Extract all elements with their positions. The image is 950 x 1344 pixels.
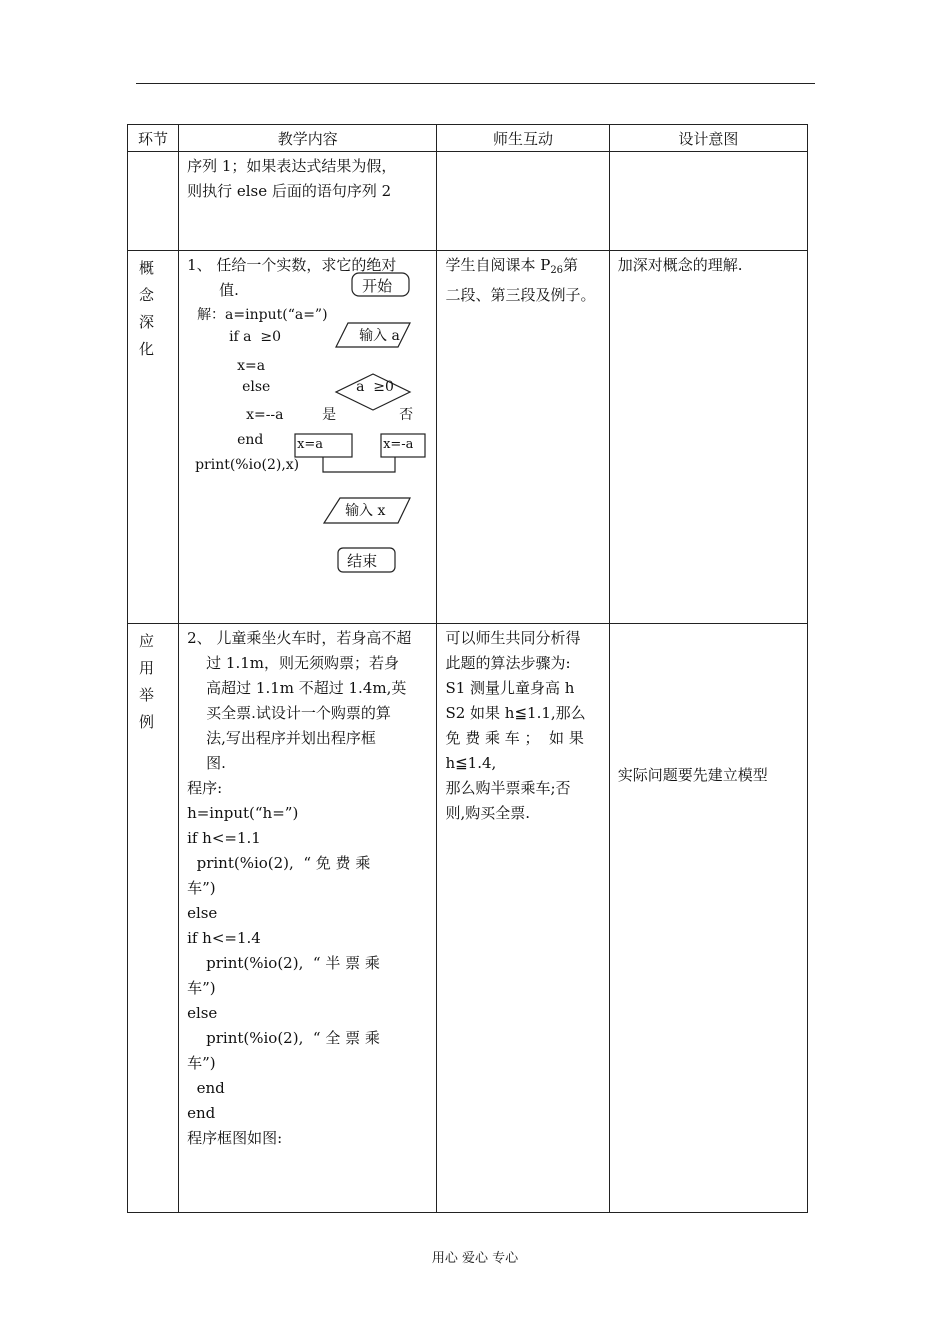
apply-content-line: else [187, 1004, 218, 1022]
flow-decision-label: a ≥0 [356, 379, 394, 395]
concept-intent-text: 加深对概念的理解. [617, 256, 743, 274]
apply-content-line: 图. [187, 754, 226, 772]
intro-content-line: 序列 1；如果表达式结果为假， [187, 157, 397, 175]
apply-intent-cell [609, 624, 807, 1213]
concept-flow-area [179, 251, 437, 623]
intro-content-line: 则执行 else 后面的语句序列 2 [187, 182, 392, 200]
apply-content-cell [179, 624, 437, 1213]
table-row-concept [128, 251, 808, 624]
flow-start-label: 开始 [362, 277, 393, 295]
code-line: else [242, 379, 271, 395]
concept-intent-cell [609, 251, 807, 624]
apply-content-lines [179, 624, 436, 1151]
apply-content-line: 2、 儿童乘坐火车时，若身高不超 [187, 629, 412, 647]
apply-content-line: if h<=1.1 [187, 829, 261, 847]
concept-interact-line [445, 253, 600, 283]
apply-content-line: print(%io(2), “ 半 票 乘 [187, 954, 380, 972]
header-intent: 设计意图 [609, 125, 807, 152]
flow-assign-pos-label: x=a [297, 437, 324, 452]
apply-content-line: if h<=1.4 [187, 929, 261, 947]
apply-content-line: end [187, 1079, 225, 1097]
concept-interact-cell [437, 251, 609, 624]
concept-interact-pre: 学生自阅课本 P [445, 256, 551, 274]
intro-stage-cell [128, 152, 179, 251]
intro-interact-cell [437, 152, 609, 251]
page-footer: 用心 爱心 专心 [431, 1251, 519, 1266]
apply-content-line: print(%io(2), “ 免 费 乘 [187, 854, 371, 872]
apply-stage-cell [128, 624, 179, 1213]
apply-intent-text: 实际问题要先建立模型 [617, 766, 768, 784]
apply-content-line: 高超过 1.1m 不超过 1.4m,英 [187, 679, 407, 697]
apply-interact-line: 免 费 乘 车 ； 如 果 [445, 729, 584, 747]
header-stage: 环节 [128, 125, 179, 152]
apply-interact-line: h≦1.4, [445, 754, 497, 772]
flow-merge-line [323, 457, 395, 472]
flow-output-x-label: 输入 x [345, 503, 386, 519]
code-line: 解：a=input(“a=”) [197, 307, 328, 323]
header-content: 教学内容 [179, 125, 437, 152]
apply-content-line: end [187, 1104, 216, 1122]
table-header-row [128, 125, 808, 152]
code-line: x=a [237, 358, 266, 374]
code-line: print(%io(2),x) [195, 457, 300, 473]
problem-line-1: 1、 任给一个实数，求它的绝对 [187, 256, 397, 274]
flow-yes-label: 是 [322, 407, 337, 423]
concept-stage-label: 概 念 深 化 [139, 259, 155, 358]
apply-content-line: 程序: [187, 779, 223, 797]
apply-content-line: 车”) [187, 979, 216, 997]
apply-content-line: else [187, 904, 218, 922]
apply-interact-line: 则,购买全票. [445, 804, 530, 822]
code-line: x=--a [246, 407, 284, 423]
concept-stage-cell [128, 251, 179, 624]
apply-content-line: h=input(“h=”) [187, 804, 299, 822]
lesson-plan-table [127, 124, 808, 1213]
apply-interact-line: 此题的算法步骤为: [445, 654, 571, 672]
code-line: if a ≥0 [229, 329, 282, 345]
apply-interact-line: 那么购半票乘车;否 [445, 779, 571, 797]
apply-interact-lines [437, 624, 608, 826]
apply-content-line: 买全票.试设计一个购票的算 [187, 704, 391, 722]
header-rule [136, 83, 815, 84]
apply-interact-line: S2 如果 h≦1.1,那么 [445, 704, 586, 722]
table-row-apply [128, 624, 808, 1213]
concept-interact-post: 第 [563, 256, 579, 274]
apply-content-line: 车”) [187, 879, 216, 897]
apply-interact-line: 可以师生共同分析得 [445, 629, 581, 647]
flow-assign-neg-label: x=-a [383, 437, 414, 452]
flow-end-label: 结束 [347, 552, 378, 570]
apply-interact-line: S1 测量儿童身高 h [445, 679, 575, 697]
apply-interact-cell [437, 624, 609, 1213]
header-interact: 师生互动 [437, 125, 609, 152]
intro-content-cell [179, 152, 437, 251]
concept-content-cell [179, 251, 437, 624]
apply-content-line: 法,写出程序并划出程序框 [187, 729, 376, 747]
problem-line-2: 值. [219, 281, 239, 299]
concept-interact-line-2: 二段、第三段及例子。 [445, 286, 596, 304]
concept-interact-page-sub: 26 [550, 265, 564, 276]
intro-intent-cell [609, 152, 807, 251]
flow-no-label: 否 [399, 407, 414, 423]
table-row-intro [128, 152, 808, 251]
code-line: end [237, 432, 264, 448]
apply-content-line: 程序框图如图: [187, 1129, 283, 1147]
apply-stage-label: 应 用 举 例 [139, 632, 155, 731]
apply-content-line: 过 1.1m，则无须购票；若身 [187, 654, 399, 672]
apply-content-line: print(%io(2), “ 全 票 乘 [187, 1029, 380, 1047]
flow-input-a-label: 输入 a [359, 328, 400, 344]
apply-content-line: 车”) [187, 1054, 216, 1072]
